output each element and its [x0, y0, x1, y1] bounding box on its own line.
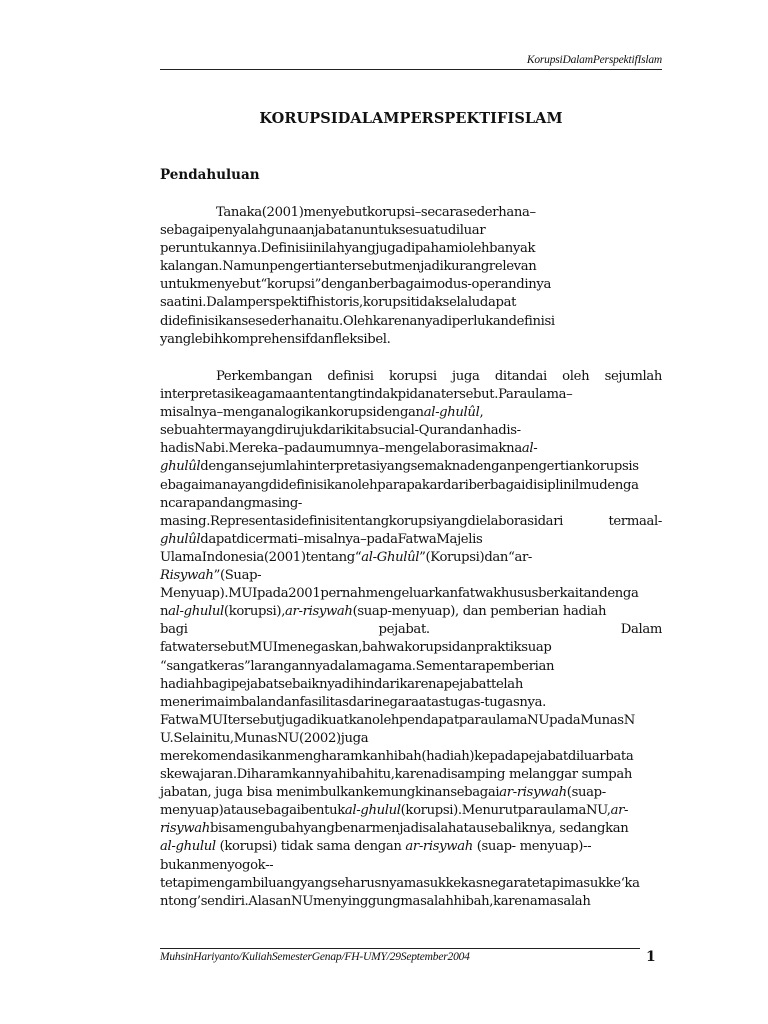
italic-term: Risywah	[160, 568, 214, 584]
italic-term: ar-risywah	[405, 839, 473, 855]
italic-term: al-Ghulûl	[361, 549, 420, 565]
italic-term: risywah	[160, 821, 210, 837]
paragraph-line: yanglebihkomprehensifdanfleksibel.	[160, 331, 391, 347]
italic-term: al-ghulul	[344, 803, 401, 819]
italic-term: ar-	[610, 803, 629, 819]
line-text: (suap-menyuap), dan pemberian hadiah	[352, 604, 607, 620]
line-text: hadisNabi.Mereka–padaumumnya–mengelaborasimakna	[160, 441, 522, 457]
paragraph-line: sebuahtermayangdirujukdarikitabsucial-Qurandanhadis-	[160, 423, 521, 439]
line-text: misalnya–menganalogikankorupsidengan	[160, 405, 424, 421]
italic-term: ar-risywah	[499, 785, 567, 801]
line-text: (suap-	[566, 785, 606, 801]
line-text: UlamaIndonesia(2001)tentang“	[160, 549, 362, 565]
paragraph-line	[160, 838, 662, 856]
page-number: 1	[646, 949, 656, 965]
paragraph-line	[160, 784, 662, 802]
paragraph-line	[160, 531, 662, 549]
paragraph-line	[160, 802, 662, 820]
line-text: dapatdicermati–misalnya–padaFatwaMajelis	[200, 531, 483, 547]
italic-term: ghulûl	[160, 531, 201, 547]
paragraph-line	[160, 549, 662, 567]
paragraph-line	[160, 404, 662, 422]
paragraph-line: tetapimengambiluangyangseharusnyamasukkekasnegaratetapimasukke‘ka	[160, 875, 640, 891]
italic-term: ghulûl	[160, 459, 201, 475]
line-text: menyuap)atausebagaibentuk	[160, 803, 345, 819]
paragraph-line: bukanmenyogok--	[160, 857, 274, 873]
italic-term: al-	[521, 441, 538, 457]
document-title: KORUPSIDALAMPERSPEKTIFISLAM	[259, 110, 563, 127]
line-text: jabatan, juga bisa menimbulkankemungkinansebagai	[160, 785, 500, 801]
paragraph-line: saatini.Dalamperspektifhistoris,korupsitidakselaludapat	[160, 295, 517, 311]
line-text: (korupsi),	[223, 604, 286, 620]
paragraph-line: skewajaran.Diharamkannyahibahitu,karenadisamping melanggar sumpah	[160, 767, 633, 783]
paragraph-line: bagi pejabat. Dalam	[160, 622, 662, 638]
line-text: n	[160, 604, 169, 620]
paragraph-2	[160, 368, 662, 911]
paragraph-line: merekomendasikanmengharamkanhibah(hadiah)kepadapejabatdiluarbata	[160, 748, 634, 764]
paragraph-line: ncarapandangmasing-	[160, 495, 303, 511]
paragraph-line: Menyuap).MUIpada2001pernahmengeluarkanfatwakhususberkaitandenga	[160, 586, 639, 602]
paragraph-line: sebagaipenyalahgunaanjabatanuntuksesuatudiluar	[160, 223, 486, 239]
paragraph-line	[160, 458, 662, 476]
line-text: ,	[479, 405, 484, 421]
paragraph-line: didefinisikansesederhanaitu.Olehkarenanyadiperlukandefinisi	[160, 313, 555, 329]
paragraph-line: FatwaMUItersebutjugadikuatkanolehpendapatparaulamaNUpadaMunasN	[160, 712, 635, 728]
paragraph-line	[160, 440, 662, 458]
line-text: (korupsi) tidak sama dengan	[215, 839, 406, 855]
paragraph-line: Tanaka(2001)menyebutkorupsi–secarasederhana–	[216, 205, 536, 220]
running-header: KorupsiDalamPerspektifIslam	[160, 54, 662, 70]
footer-divider	[160, 948, 640, 949]
paragraph-line: kalangan.Namunpengertiantersebutmenjadikurangrelevan	[160, 259, 537, 275]
paragraph-line: Perkembangan definisi korupsi juga ditandai oleh sejumlah	[216, 369, 662, 384]
paragraph-line	[160, 567, 662, 585]
paragraph-line: masing.Representasidefinisitentangkorupsiyangdielaborasidari termaal-	[160, 513, 662, 529]
section-heading: Pendahuluan	[160, 167, 260, 183]
italic-term: al-ghulul	[168, 604, 224, 620]
italic-term: ar-risywah	[285, 604, 353, 620]
paragraph-line	[160, 603, 662, 621]
paragraph-line	[160, 820, 662, 838]
paragraph-line: U.Selainitu,MunasNU(2002)juga	[160, 730, 369, 746]
line-text: (suap- menyuap)--	[472, 839, 592, 855]
paragraph-line: menerimaimbalandanfasilitasdarinegaraatastugas-tugasnya.	[160, 694, 546, 710]
italic-term: al-ghulul	[160, 839, 216, 855]
paragraph-1	[160, 204, 662, 349]
paragraph-line: peruntukannya.Definisiinilahyangjugadipahamiolehbanyak	[160, 241, 536, 257]
paragraph-line: ebagaimanayangdidefinisikanolehparapakardariberbagaidisiplinilmudenga	[160, 477, 639, 493]
line-text: bisamengubahyangbenarmenjadisalahatausebaliknya, sedangkan	[209, 821, 629, 837]
paragraph-line: ntong’sendiri.AlasanNUmenyinggungmasalahhibah,karenamasalah	[160, 893, 591, 909]
paragraph-line: interpretasikeagamaantentangtindakpidanatersebut.Paraulama–	[160, 387, 573, 403]
line-text: (korupsi).MenurutparaulamaNU,	[400, 803, 611, 819]
line-text: ”(Suap-	[213, 568, 262, 584]
paragraph-line: hadiahbagipejabatsebaiknyadihindarikarenapejabattelah	[160, 676, 523, 692]
paragraph-line: “sangatkeras”larangannyadalamagama.Sementarapemberian	[160, 658, 555, 674]
paragraph-line: untukmenyebut“korupsi”denganberbagaimodus-operandinya	[160, 277, 551, 293]
paragraph-line: fatwatersebutMUImenegaskan,bahwakorupsidanpraktiksuap	[160, 640, 552, 656]
line-text: ”(Korupsi)dan“ar-	[419, 549, 533, 565]
line-text: dengansejumlahinterpretasiyangsemaknadenganpengertiankorupsis	[200, 459, 639, 475]
footer-citation: MuhsinHariyanto/KuliahSemesterGenap/FH-UMY/29September2004	[160, 951, 470, 963]
italic-term: al-ghulûl	[423, 405, 480, 421]
